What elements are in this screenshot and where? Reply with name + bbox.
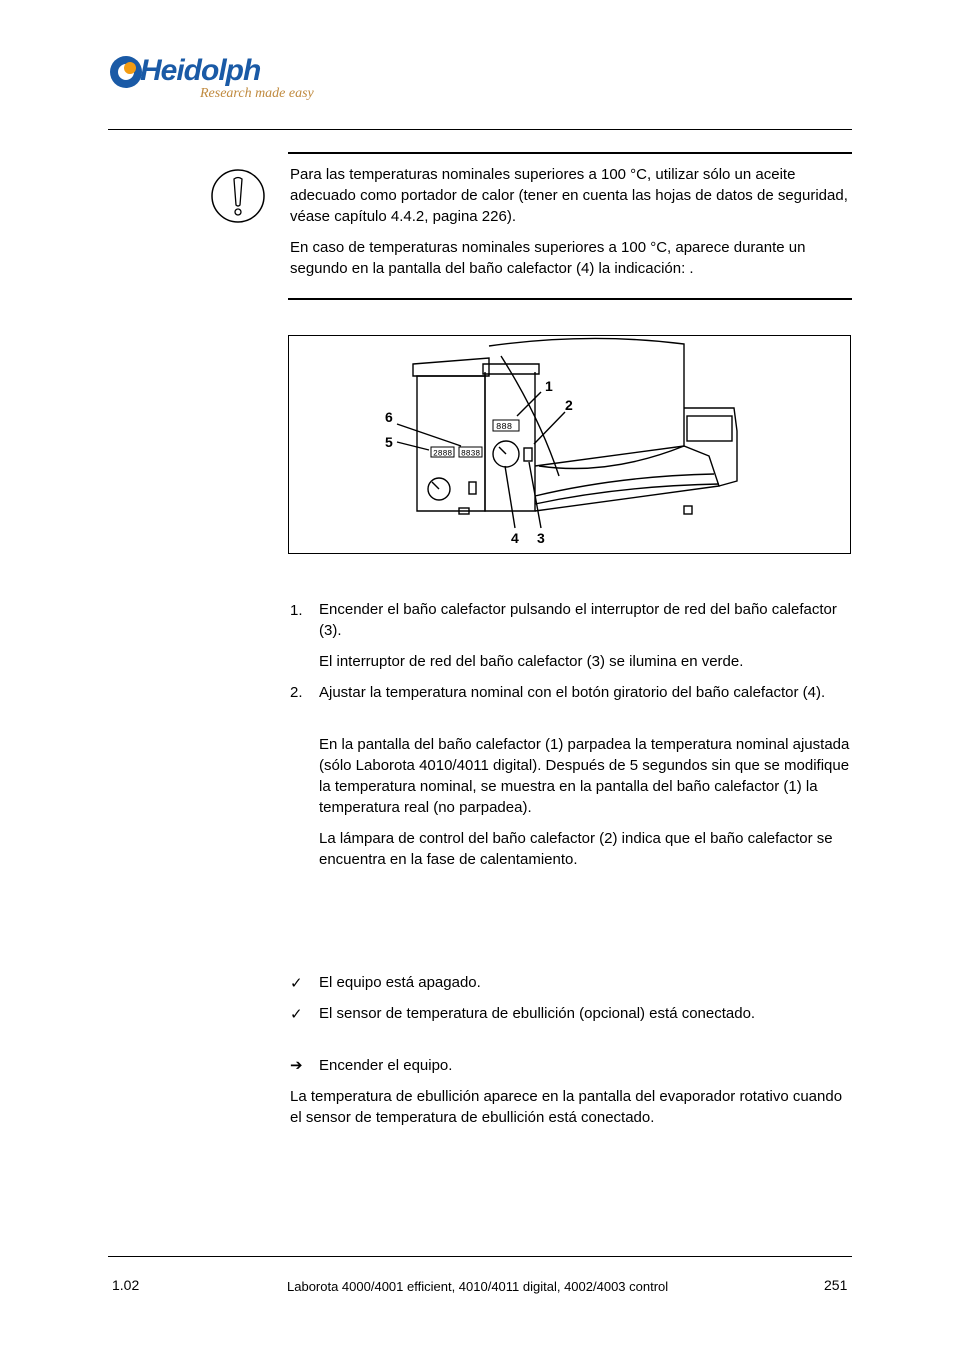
check-icon: ✓: [290, 1006, 303, 1023]
footer-page-number: 251: [824, 1277, 848, 1293]
callout-3: 3: [537, 530, 545, 546]
warning-paragraph-2: En caso de temperaturas nominales superiores a 100 °C, aparece durante un segundo en la pantalla del baño calefactor (4) la indicación: .: [290, 239, 806, 277]
display-right: 8838: [461, 449, 481, 459]
step-2-text: Ajustar la temperatura nominal con el botón giratorio del baño calefactor (4).: [319, 684, 826, 701]
exclamation-icon: [209, 167, 267, 225]
warning-bottom-rule: [288, 298, 852, 300]
display-bath: 888: [496, 422, 513, 432]
header-rule: [108, 129, 852, 130]
logo-tagline: Research made easy: [200, 86, 314, 101]
step-1-text: Encender el baño calefactor pulsando el interruptor de red del baño calefactor (3).: [319, 601, 837, 639]
step-2-result-2: La lámpara de control del baño calefactor (2) indica que el baño calefactor se encuentra en la fase de calentamiento.: [319, 830, 833, 868]
prerequisite-2: El sensor de temperatura de ebullición (opcional) está conectado.: [319, 1005, 756, 1022]
arrow-right-icon: ➔: [290, 1057, 303, 1074]
result-text: La temperatura de ebullición aparece en la pantalla del evaporador rotativo cuando el sensor de temperatura de ebullición está conectado.: [290, 1088, 843, 1126]
logo-name: Heidolph: [140, 54, 261, 87]
step-2-result-1: En la pantalla del baño calefactor (1) parpadea la temperatura nominal ajustada (sólo Laborota 4010/4011 digital). Después de 5 segundos sin que se modifique la temperatura nominal, se muestra en la pantalla del baño calefactor (1) la temperatura real (no parpadea).: [319, 736, 850, 816]
display-left: 2888: [433, 449, 453, 459]
footer-rule: [108, 1256, 852, 1257]
callout-1: 1: [545, 378, 553, 394]
figure-box: [288, 335, 851, 554]
heating-bath-illustration: [289, 336, 850, 553]
callout-4: 4: [511, 530, 519, 546]
callout-6: 6: [385, 409, 393, 425]
action-text: Encender el equipo.: [319, 1057, 453, 1074]
check-icon: ✓: [290, 975, 303, 992]
footer-version: 1.02: [112, 1277, 140, 1293]
warning-paragraph-1: Para las temperaturas nominales superiores a 100 °C, utilizar sólo un aceite adecuado como portador de calor (tener en cuenta las hojas de datos de seguridad, véase capítulo 4.4.2, pagina 226).: [290, 166, 848, 225]
prerequisite-1: El equipo está apagado.: [319, 974, 481, 991]
callout-2: 2: [565, 397, 573, 413]
step-1-result: El interruptor de red del baño calefactor (3) se ilumina en verde.: [319, 653, 744, 670]
warning-top-rule: [288, 152, 852, 154]
step-1-number: 1.: [290, 602, 303, 619]
callout-5: 5: [385, 434, 393, 450]
footer-product: Laborota 4000/4001 efficient, 4010/4011 digital, 4002/4003 control: [287, 1279, 669, 1294]
heidolph-logo: [108, 52, 323, 114]
step-2-number: 2.: [290, 684, 303, 701]
